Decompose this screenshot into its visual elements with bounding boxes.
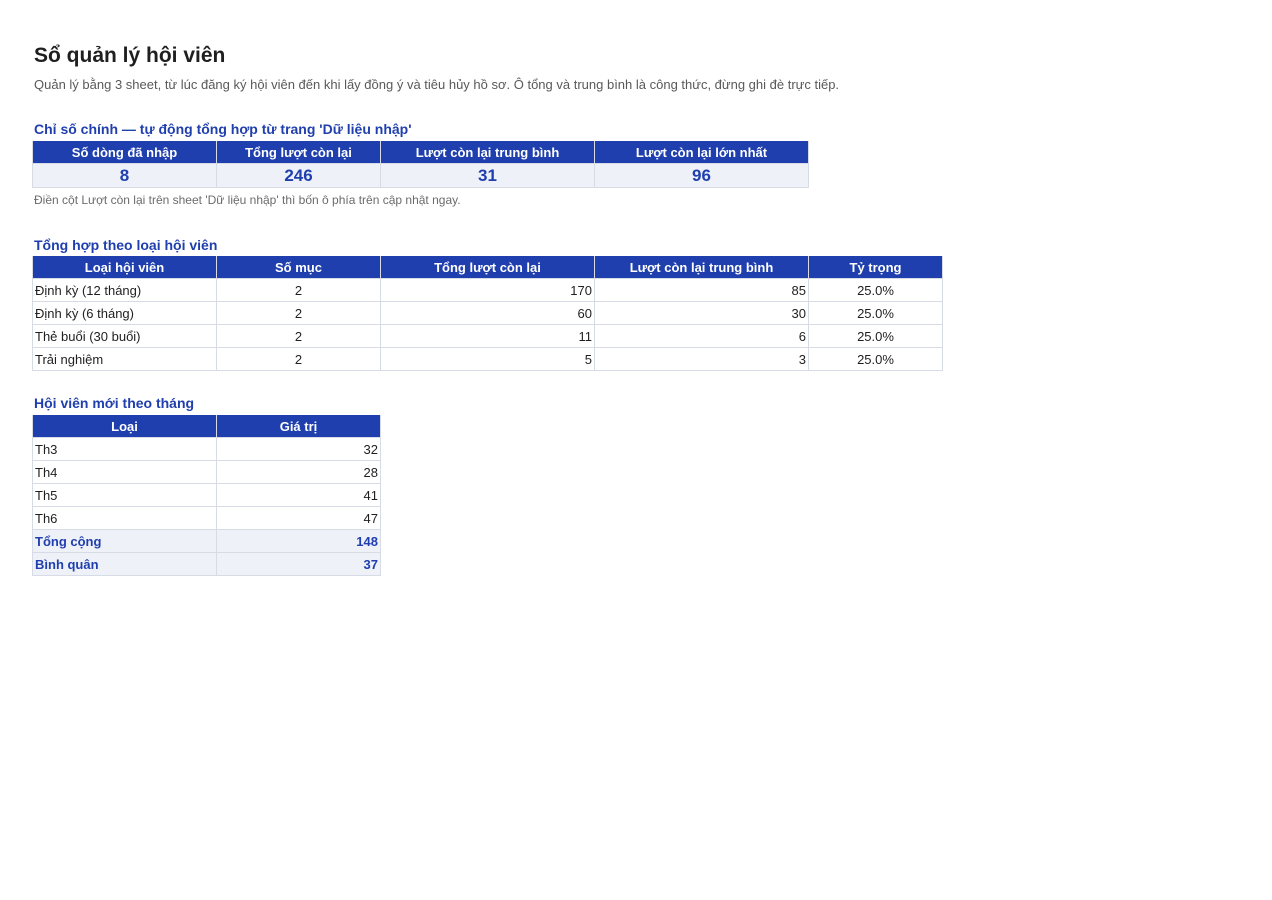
cell-value[interactable]: 47 (217, 507, 381, 530)
average-row (33, 553, 381, 576)
kpi-table (32, 141, 809, 188)
by-type-header-row (33, 256, 943, 279)
cell-average-label[interactable]: Bình quân (33, 553, 217, 576)
cell-average[interactable]: 30 (595, 302, 809, 325)
cell-total[interactable]: 170 (381, 279, 595, 302)
cell-value[interactable]: 32 (217, 438, 381, 461)
cell-share[interactable]: 25.0% (809, 279, 943, 302)
cell-type[interactable]: Thẻ buổi (30 buổi) (33, 325, 217, 348)
by-type-header-share[interactable]: Tỷ trọng (809, 256, 943, 279)
cell-average-value[interactable]: 37 (217, 553, 381, 576)
kpi-header-total-remaining[interactable]: Tổng lượt còn lại (217, 141, 381, 164)
monthly-header-label[interactable]: Loại (33, 415, 217, 438)
cell-total[interactable]: 11 (381, 325, 595, 348)
cell-type[interactable]: Định kỳ (6 tháng) (33, 302, 217, 325)
monthly-header-row (33, 415, 381, 438)
cell-value[interactable]: 28 (217, 461, 381, 484)
by-type-table (32, 256, 943, 371)
table-row (33, 348, 943, 371)
by-type-header-type[interactable]: Loại hội viên (33, 256, 217, 279)
page-title: Sổ quản lý hội viên (34, 44, 226, 67)
monthly-section-title: Hội viên mới theo tháng (34, 395, 195, 411)
table-row (33, 484, 381, 507)
cell-month[interactable]: Th6 (33, 507, 217, 530)
cell-month[interactable]: Th4 (33, 461, 217, 484)
by-type-header-total[interactable]: Tổng lượt còn lại (381, 256, 595, 279)
cell-total-value[interactable]: 148 (217, 530, 381, 553)
cell-count[interactable]: 2 (217, 302, 381, 325)
monthly-table (32, 415, 381, 576)
cell-type[interactable]: Trải nghiệm (33, 348, 217, 371)
cell-share[interactable]: 25.0% (809, 302, 943, 325)
cell-total-label[interactable]: Tổng cộng (33, 530, 217, 553)
cell-month[interactable]: Th3 (33, 438, 217, 461)
cell-average[interactable]: 6 (595, 325, 809, 348)
cell-count[interactable]: 2 (217, 325, 381, 348)
kpi-value-total-remaining[interactable]: 246 (217, 164, 381, 188)
cell-month[interactable]: Th5 (33, 484, 217, 507)
kpi-header-row (33, 141, 809, 164)
cell-count[interactable]: 2 (217, 348, 381, 371)
cell-value[interactable]: 41 (217, 484, 381, 507)
cell-share[interactable]: 25.0% (809, 348, 943, 371)
kpi-header-rows-entered[interactable]: Số dòng đã nhập (33, 141, 217, 164)
table-row (33, 507, 381, 530)
total-row (33, 530, 381, 553)
kpi-value-rows-entered[interactable]: 8 (33, 164, 217, 188)
kpi-header-avg-remaining[interactable]: Lượt còn lại trung bình (381, 141, 595, 164)
table-row (33, 438, 381, 461)
cell-average[interactable]: 3 (595, 348, 809, 371)
table-row (33, 461, 381, 484)
kpi-value-avg-remaining[interactable]: 31 (381, 164, 595, 188)
cell-type[interactable]: Định kỳ (12 tháng) (33, 279, 217, 302)
table-row (33, 302, 943, 325)
kpi-section-title: Chỉ số chính — tự động tổng hợp từ trang 'Dữ liệu nhập' (34, 121, 412, 137)
by-type-section-title: Tổng hợp theo loại hội viên (34, 237, 218, 253)
cell-share[interactable]: 25.0% (809, 325, 943, 348)
monthly-header-value[interactable]: Giá trị (217, 415, 381, 438)
by-type-header-count[interactable]: Số mục (217, 256, 381, 279)
kpi-value-row (33, 164, 809, 188)
cell-total[interactable]: 5 (381, 348, 595, 371)
table-row (33, 325, 943, 348)
kpi-value-max-remaining[interactable]: 96 (595, 164, 809, 188)
cell-average[interactable]: 85 (595, 279, 809, 302)
table-row (33, 279, 943, 302)
cell-total[interactable]: 60 (381, 302, 595, 325)
cell-count[interactable]: 2 (217, 279, 381, 302)
page-subtitle: Quản lý bằng 3 sheet, từ lúc đăng ký hội viên đến khi lấy đồng ý và tiêu hủy hồ sơ. Ô tổng và trung bình là công thức, đừng ghi đè trực tiếp. (34, 77, 840, 92)
kpi-header-max-remaining[interactable]: Lượt còn lại lớn nhất (595, 141, 809, 164)
kpi-note: Điền cột Lượt còn lại trên sheet 'Dữ liệu nhập' thì bốn ô phía trên cập nhật ngay. (34, 193, 461, 207)
by-type-header-average[interactable]: Lượt còn lại trung bình (595, 256, 809, 279)
